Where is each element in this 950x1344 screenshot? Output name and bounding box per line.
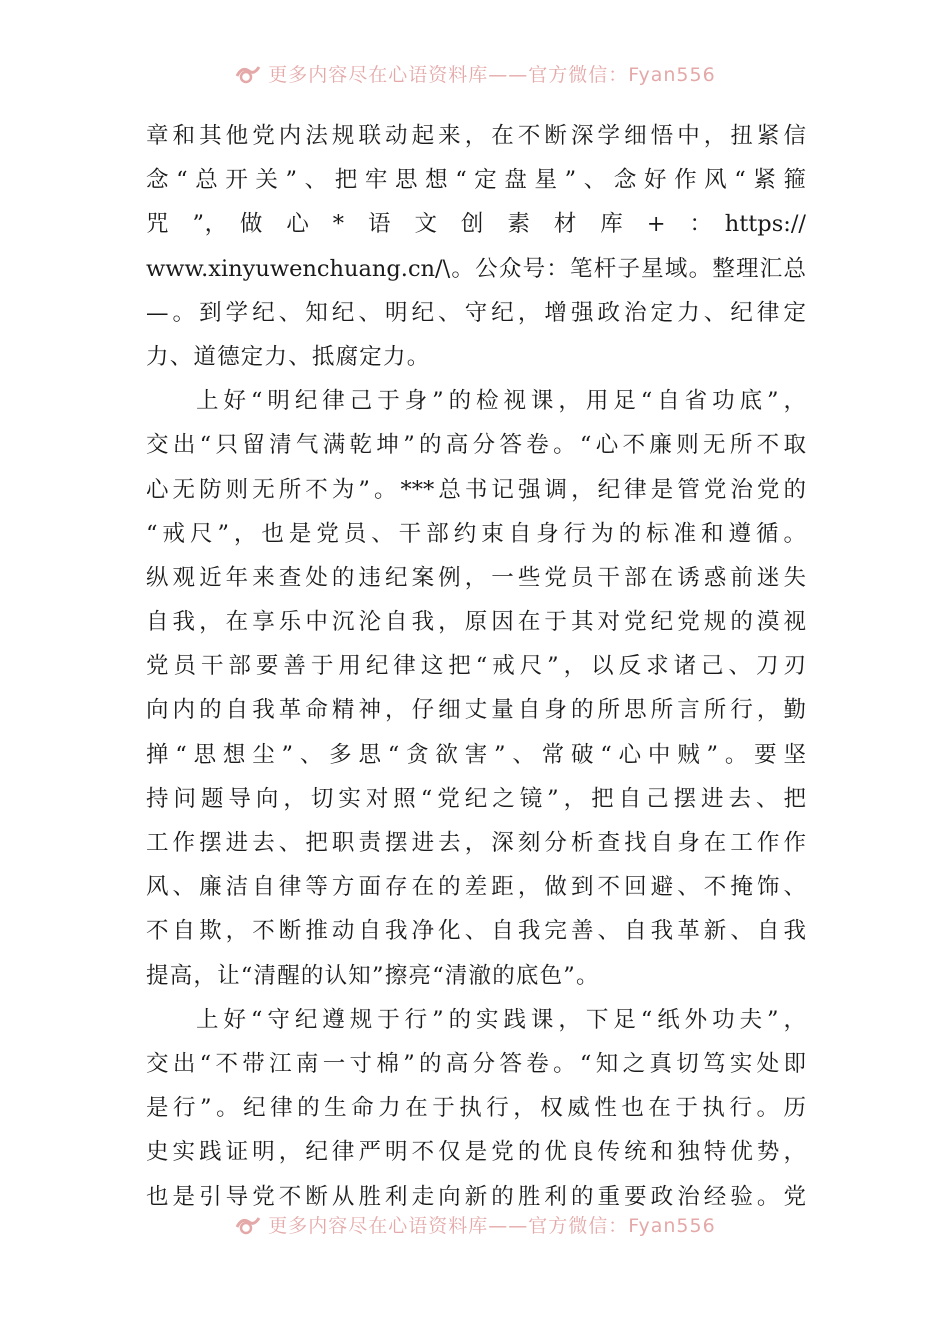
watermark-logo-icon: [234, 62, 262, 84]
footer-watermark: [0, 1209, 950, 1239]
text-line: www.xinyuwenchuang.cn/\。公众号：笔杆子星域。整理汇总: [146, 255, 806, 282]
text-line: 心无防则无所不为”。***总书记强调，纪律是管党治党的: [146, 476, 806, 503]
text-line: 章和其他党内法规联动起来，在不断深学细悟中，扭紧信: [146, 123, 806, 149]
text-line: 工作摆进去、把职责摆进去，深刻分析查找自身在工作作: [146, 830, 806, 856]
text-line: 力、道德定力、抵腐定力。: [146, 343, 431, 370]
text-line: 也是引导党不断从胜利走向新的胜利的重要政治经验。党: [146, 1183, 806, 1210]
text-line: “戒尺”，也是党员、干部约束自身行为的标准和遵循。: [146, 520, 806, 547]
document-body: [146, 114, 806, 1219]
text-line: 提高，让“清醒的认知”擦亮“清澈的底色”。: [146, 962, 600, 989]
header-watermark: [0, 58, 950, 88]
watermark-logo-icon: [234, 1213, 262, 1235]
paragraph-start-line: 上好“守纪遵规于行”的实践课，下足“纸外功夫”，: [196, 1006, 806, 1033]
text-line: 是行”。纪律的生命力在于执行，权威性也在于执行。历: [146, 1095, 806, 1122]
text-line: 风、廉洁自律等方面存在的差距，做到不回避、不掩饰、: [146, 874, 806, 901]
text-line: 掸“思想尘”、多思“贪欲害”、常破“心中贼”。要坚: [146, 741, 806, 768]
text-line: —。到学纪、知纪、明纪、守纪，增强政治定力、纪律定: [146, 299, 806, 326]
text-line: 史实践证明，纪律严明不仅是党的优良传统和独特优势，: [146, 1139, 806, 1166]
text-line: 交出“只留清气满乾坤”的高分答卷。“心不廉则无所不取: [146, 432, 806, 459]
text-line: 交出“不带江南一寸棉”的高分答卷。“知之真切笃实处即: [146, 1050, 806, 1077]
paragraph-start-line: 上好“明纪律己于身”的检视课，用足“自省功底”，: [196, 388, 806, 415]
watermark-text: 更多内容尽在心语资料库——官方微信：Fyan556: [268, 63, 716, 86]
text-line: 自我，在享乐中沉沦自我，原因在于其对党纪党规的漠视: [146, 609, 806, 636]
text-line: 咒 ”， 做 心 * 语 文 创 素 材 库 + ： https://: [146, 211, 806, 238]
text-line: 不自欺，不断推动自我净化、自我完善、自我革新、自我: [146, 918, 806, 945]
text-line: 纵观近年来查处的违纪案例，一些党员干部在诱惑前迷失: [146, 564, 806, 591]
text-line: 向内的自我革命精神，仔细丈量自身的所思所言所行，勤: [146, 697, 806, 724]
text-line: 念“总开关”、把牢思想“定盘星”、念好作风“紧箍: [146, 167, 806, 194]
watermark-text: 更多内容尽在心语资料库——官方微信：Fyan556: [268, 1214, 716, 1237]
text-line: 持问题导向，切实对照“党纪之镜”，把自己摆进去、把: [146, 785, 806, 812]
text-line: 党员干部要善于用纪律这把“戒尺”，以反求诸己、刀刃: [146, 653, 806, 680]
